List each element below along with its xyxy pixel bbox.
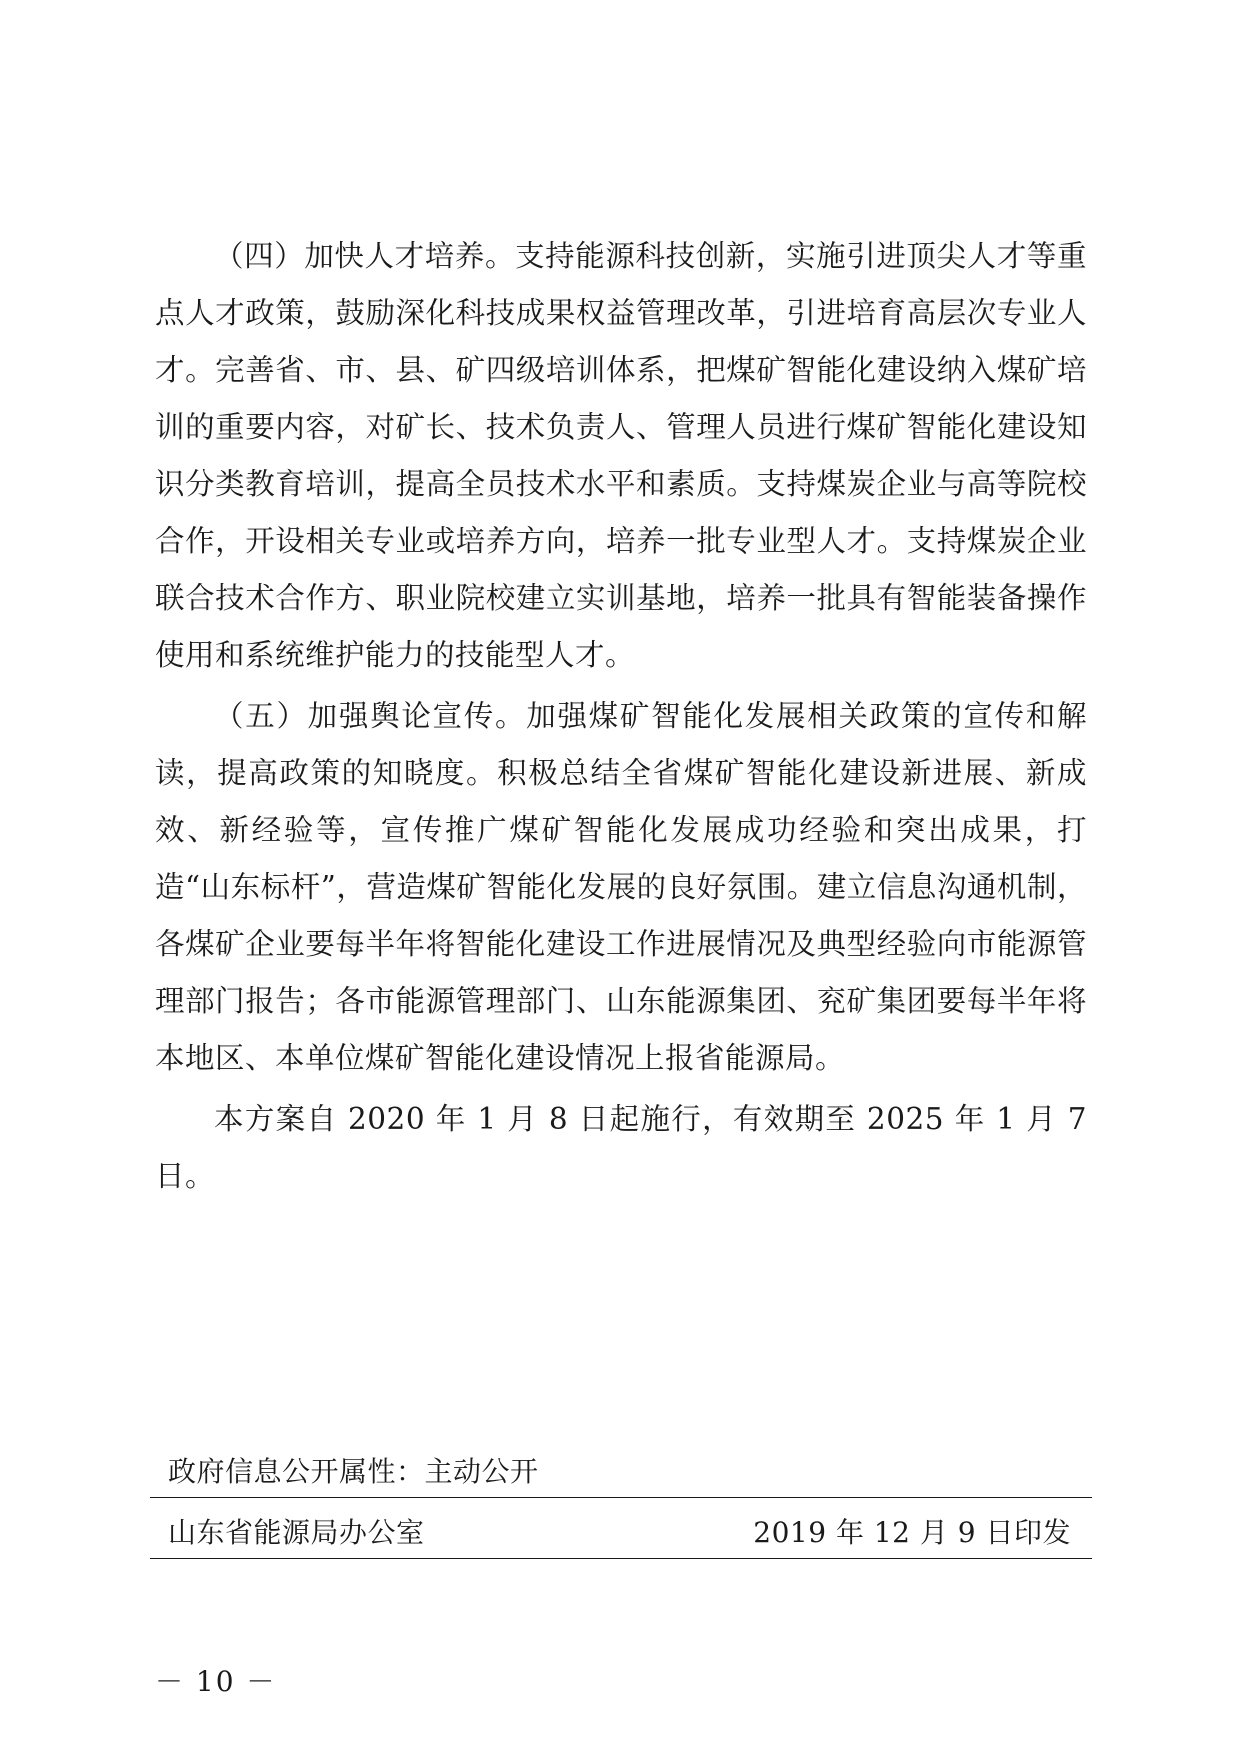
page-number: － 10 － [155, 1665, 277, 1698]
issue-date: 2019 年 12 月 9 日印发 [753, 1516, 1071, 1549]
paragraph-public-opinion: （五）加强舆论宣传。加强煤矿智能化发展相关政策的宣传和解读，提高政策的知晓度。积极总结全省煤矿智能化建设新进展、新成效、新经验等，宣传推广煤矿智能化发展成功经验和突出成果，打造“山东标杆”，营造煤矿智能化发展的良好氛围。建立信息沟通机制，各煤矿企业要每半年将智能化建设工作进展情况及典型经验向市能源管理部门报告；各市能源管理部门、山东能源集团、兖矿集团要每半年将本地区、本单位煤矿智能化建设情况上报省能源局。 [155, 699, 1087, 1075]
paragraph-talent-training: （四）加快人才培养。支持能源科技创新，实施引进顶尖人才等重点人才政策，鼓励深化科技成果权益管理改革，引进培育高层次专业人才。完善省、市、县、矿四级培训体系，把煤矿智能化建设纳入煤矿培训的重要内容，对矿长、技术负责人、管理人员进行煤矿智能化建设知识分类教育培训，提高全员技术水平和素质。支持煤炭企业与高等院校合作，开设相关专业或培养方向，培养一批专业型人才。支持煤炭企业联合技术合作方、职业院校建立实训基地，培养一批具有智能装备操作使用和系统维护能力的技能型人才。 [155, 239, 1087, 672]
document-body [155, 228, 1087, 1209]
disclosure-attribute: 政府信息公开属性：主动公开 [168, 1455, 539, 1488]
footer-divider-bottom [150, 1558, 1092, 1559]
paragraph-effective-date: 本方案自 2020 年 1 月 8 日起施行，有效期至 2025 年 1 月 7 日。 [155, 1102, 1087, 1193]
footer-divider-top [150, 1497, 1092, 1498]
issuing-office: 山东省能源局办公室 [168, 1516, 425, 1549]
